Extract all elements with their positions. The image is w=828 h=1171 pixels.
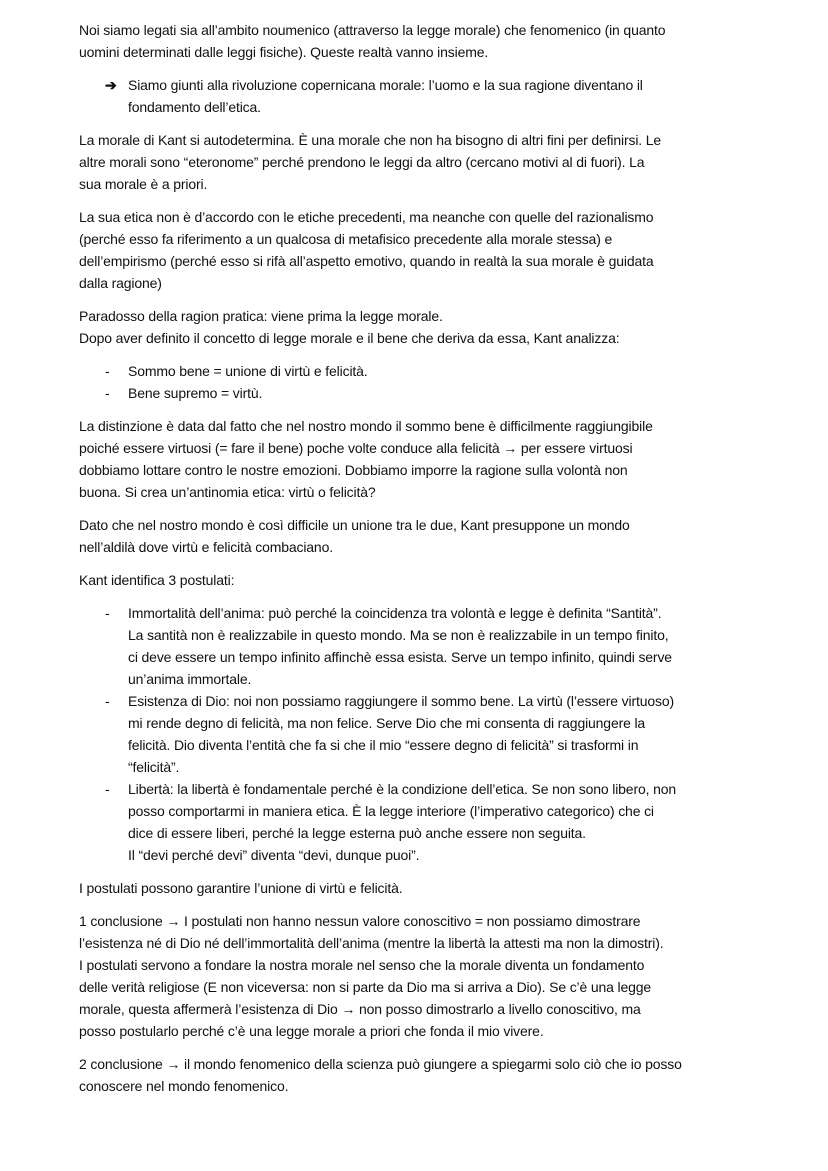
text-line: Bene supremo = virtù. xyxy=(128,385,263,401)
text-line: poiché essere virtuosi (= fare il bene) poche volte conduce alla felicità → per essere virtuosi xyxy=(79,440,633,456)
text-line: dell’empirismo (perché esso si rifà all’aspetto emotivo, quando in realtà la sua morale è guidata xyxy=(79,253,654,269)
text-line: ci deve essere un tempo infinito affinchè essa esista. Serve un tempo infinito, quindi serve xyxy=(128,649,672,665)
text-line: nell’aldilà dove virtù e felicità combaciano. xyxy=(79,539,333,555)
text-line: delle verità religiose (E non viceversa: non si parte da Dio ma si arriva a Dio). Se c’è una legge xyxy=(79,979,652,995)
text-line: La santità non è realizzabile in questo mondo. Ma se non è realizzabile in un tempo finito, xyxy=(128,627,669,643)
text-line: dice di essere liberi, perché la legge esterna può anche essere non seguita. xyxy=(128,825,586,841)
paragraph xyxy=(79,19,828,63)
text-line: dalla ragione) xyxy=(79,275,162,291)
text-line: “felicità”. xyxy=(128,759,180,775)
bullet-list xyxy=(79,360,828,404)
list-item xyxy=(79,602,828,690)
text-line: uomini determinati dalle leggi fisiche). Queste realtà vanno insieme. xyxy=(79,44,489,60)
dash-bullet-marker: - xyxy=(105,385,110,401)
text-line: felicità. Dio diventa l’entità che fa si che il mio “essere degno di felicità” si trasformi in xyxy=(128,737,639,753)
arrow-bullet-item xyxy=(79,74,828,118)
arrow-right-icon: ➔ xyxy=(105,77,117,93)
text-line: Dato che nel nostro mondo è così difficile un unione tra le due, Kant presuppone un mondo xyxy=(79,517,630,533)
text-line: fondamento dell’etica. xyxy=(128,99,261,115)
dash-bullet-marker: - xyxy=(105,605,110,621)
bullet-list xyxy=(79,602,828,866)
text-line: Libertà: la libertà è fondamentale perché è la condizione dell’etica. Se non sono libero, non xyxy=(128,781,676,797)
dash-bullet-marker: - xyxy=(105,781,110,797)
text-line: morale, questa affermerà l’esistenza di Dio → non posso dimostrarlo a livello conoscitivo, ma xyxy=(79,1001,641,1017)
text-line: La distinzione è data dal fatto che nel nostro mondo il sommo bene è difficilmente raggiungibile xyxy=(79,418,653,434)
list-item xyxy=(79,382,828,404)
text-line: un’anima immortale. xyxy=(128,671,252,687)
text-line: Il “devi perché devi” diventa “devi, dunque puoi”. xyxy=(128,847,420,863)
text-line: Noi siamo legati sia all’ambito noumenico (attraverso la legge morale) che fenomenico (in quanto xyxy=(79,22,666,38)
list-item xyxy=(79,360,828,382)
list-item xyxy=(79,690,828,778)
text-line: 2 conclusione → il mondo fenomenico della scienza può giungere a spiegarmi solo ciò che io posso xyxy=(79,1056,682,1072)
text-line: altre morali sono “eteronome” perché prendono le leggi da altro (cercano motivi al di fuori). La xyxy=(79,154,645,170)
paragraph xyxy=(79,206,828,294)
dash-bullet-marker: - xyxy=(105,363,110,379)
text-line: Sommo bene = unione di virtù e felicità. xyxy=(128,363,368,379)
paragraph xyxy=(79,129,828,195)
text-line: mi rende degno di felicità, ma non felice. Serve Dio che mi consenta di raggiungere la xyxy=(128,715,646,731)
text-line: posso comportarmi in maniera etica. È la legge interiore (l’imperativo categorico) che ci xyxy=(128,803,654,819)
paragraph xyxy=(79,305,828,349)
paragraph xyxy=(79,514,828,558)
text-line: sua morale è a priori. xyxy=(79,176,208,192)
text-line: Esistenza di Dio: noi non possiamo raggiungere il sommo bene. La virtù (l’essere virtuoso) xyxy=(128,693,674,709)
paragraph xyxy=(79,1053,828,1097)
text-line: La morale di Kant si autodetermina. È una morale che non ha bisogno di altri fini per definirsi. Le xyxy=(79,132,662,148)
dash-bullet-marker: - xyxy=(105,693,110,709)
text-line: Immortalità dell’anima: può perché la coincidenza tra volontà e legge è definita “Santità”. xyxy=(128,605,662,621)
paragraph xyxy=(79,910,828,1042)
text-line: dobbiamo lottare contro le nostre emozioni. Dobbiamo imporre la ragione sulla volontà non xyxy=(79,462,628,478)
text-line: Dopo aver definito il concetto di legge morale e il bene che deriva da essa, Kant analizza: xyxy=(79,330,620,346)
text-line: Kant identifica 3 postulati: xyxy=(79,572,235,588)
text-line: (perché esso fa riferimento a un qualcosa di metafisico precedente alla morale stessa) e xyxy=(79,231,613,247)
paragraph xyxy=(79,415,828,503)
text-line: I postulati possono garantire l’unione di virtù e felicità. xyxy=(79,880,403,896)
text-line: Paradosso della ragion pratica: viene prima la legge morale. xyxy=(79,308,443,324)
text-line: buona. Si crea un’antinomia etica: virtù o felicità? xyxy=(79,484,376,500)
text-line: posso postularlo perché c’è una legge morale a priori che fonda il mio vivere. xyxy=(79,1023,544,1039)
text-line: conoscere nel mondo fenomenico. xyxy=(79,1078,289,1094)
text-line: Siamo giunti alla rivoluzione copernicana morale: l’uomo e la sua ragione diventano il xyxy=(128,77,643,93)
text-line: I postulati servono a fondare la nostra morale nel senso che la morale diventa un fondamento xyxy=(79,957,645,973)
text-line: La sua etica non è d’accordo con le etiche precedenti, ma neanche con quelle del razionalismo xyxy=(79,209,654,225)
text-line: l’esistenza né di Dio né dell’immortalità dell’anima (mentre la libertà la attesti ma non la dimostri). xyxy=(79,935,664,951)
paragraph xyxy=(79,569,828,591)
list-item xyxy=(79,778,828,866)
text-line: 1 conclusione → I postulati non hanno nessun valore conoscitivo = non possiamo dimostrare xyxy=(79,913,641,929)
paragraph xyxy=(79,877,828,899)
